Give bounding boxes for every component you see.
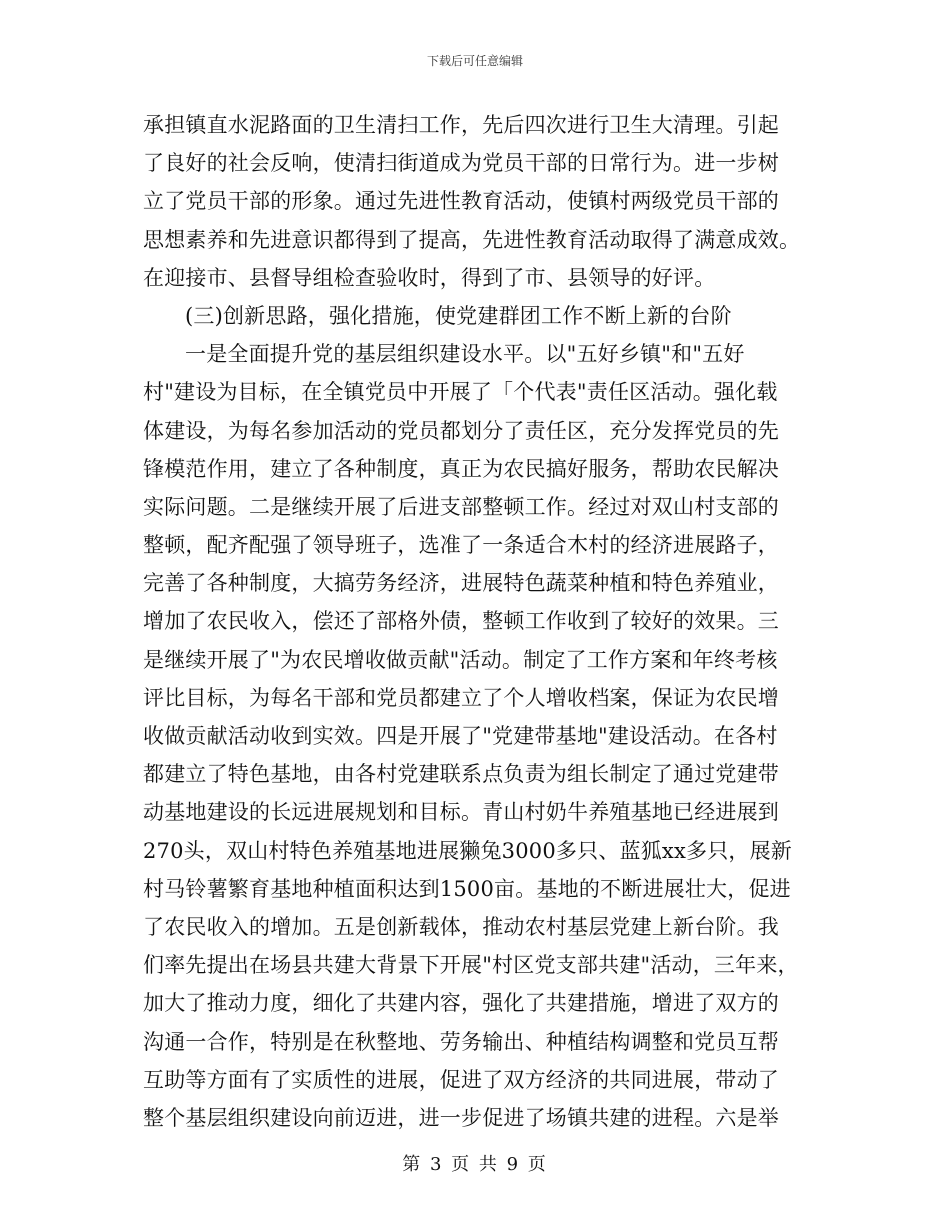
text-line: 体建设，为每名参加活动的党员都划分了责任区，充分发挥党员的先 <box>143 418 779 443</box>
text-line: 评比目标，为每名干部和党员都建立了个人增收档案，保证为农民增 <box>143 685 779 710</box>
text-line: 思想素养和先进意识都得到了提高，先进性教育活动取得了满意成效。 <box>143 227 801 252</box>
text-line: 村"建设为目标，在全镇党员中开展了「个代表"责任区活动。强化载 <box>143 380 778 405</box>
text-line: 270头，双山村特色养殖基地进展獭兔3000多只、蓝狐xx多只，展新 <box>143 838 793 863</box>
text-line: 是继续开展了"为农民增收做贡献"活动。制定了工作方案和年终考核 <box>143 647 778 672</box>
text-line: 承担镇直水泥路面的卫生清扫工作，先后四次进行卫生大清理。引起 <box>143 113 779 137</box>
text-line: 村马铃薯繁育基地种植面积达到1500亩。基地的不断进展壮大，促进 <box>143 876 791 901</box>
text-line: 在迎接市、县督导组检查验收时，得到了市、县领导的好评。 <box>143 265 716 290</box>
text-line: 们率先提出在场县共建大背景下开展"村区党支部共建"活动，三年来， <box>143 953 799 978</box>
section-heading: (三)创新思路，强化措施，使党建群团工作不断上新的台阶 <box>185 303 732 328</box>
text-line: 增加了农民收入，偿还了部格外债，整顿工作收到了较好的效果。三 <box>143 609 779 634</box>
text-line: 锋模范作用，建立了各种制度，真正为农民搞好服务，帮助农民解决 <box>143 456 779 481</box>
text-line: 实际问题。二是继续开展了后进支部整顿工作。经过对双山村支部的 <box>143 494 779 519</box>
text-line: 了良好的社会反响，使清扫街道成为党员干部的日常行为。进一步树 <box>143 151 779 176</box>
page-number: 第 3 页 共 9 页 <box>402 1154 548 1175</box>
text-line: 立了党员干部的形象。通过先进性教育活动，使镇村两级党员干部的 <box>143 189 779 214</box>
text-line: 整顿，配齐配强了领导班子，选准了一条适合木村的经济进展路子， <box>143 533 779 558</box>
text-line: 了农民收入的增加。五是创新载体，推动农村基层党建上新台阶。我 <box>143 914 779 939</box>
text-line: 收做贡献活动收到实效。四是开展了"党建带基地"建设活动。在各村 <box>143 724 778 748</box>
text-line: 动基地建设的长远进展规划和目标。青山村奶牛养殖基地已经进展到 <box>143 800 779 825</box>
text-line: 加大了推动力度，细化了共建内容，强化了共建措施，增进了双方的 <box>143 991 779 1016</box>
text-line: 完善了各种制度，大搞劳务经济，进展特色蔬菜种植和特色养殖业， <box>143 571 779 596</box>
body-text <box>143 106 807 1137</box>
text-line: 互助等方面有了实质性的进展，促进了双方经济的共同进展，带动了 <box>143 1067 779 1092</box>
text-line: 整个基层组织建设向前迈进，进一步促进了场镇共建的进程。六是举 <box>143 1105 779 1130</box>
text-line: 都建立了特色基地，由各村党建联系点负责为组长制定了通过党建带 <box>143 762 779 787</box>
text-line: 沟通一合作，特别是在秋整地、劳务输出、种植结构调整和党员互帮 <box>143 1029 779 1054</box>
text-line: 一是全面提升党的基层组织建设水平。以"五好乡镇"和"五好 <box>185 342 745 367</box>
page-header: 下载后可任意编辑 <box>426 54 523 68</box>
